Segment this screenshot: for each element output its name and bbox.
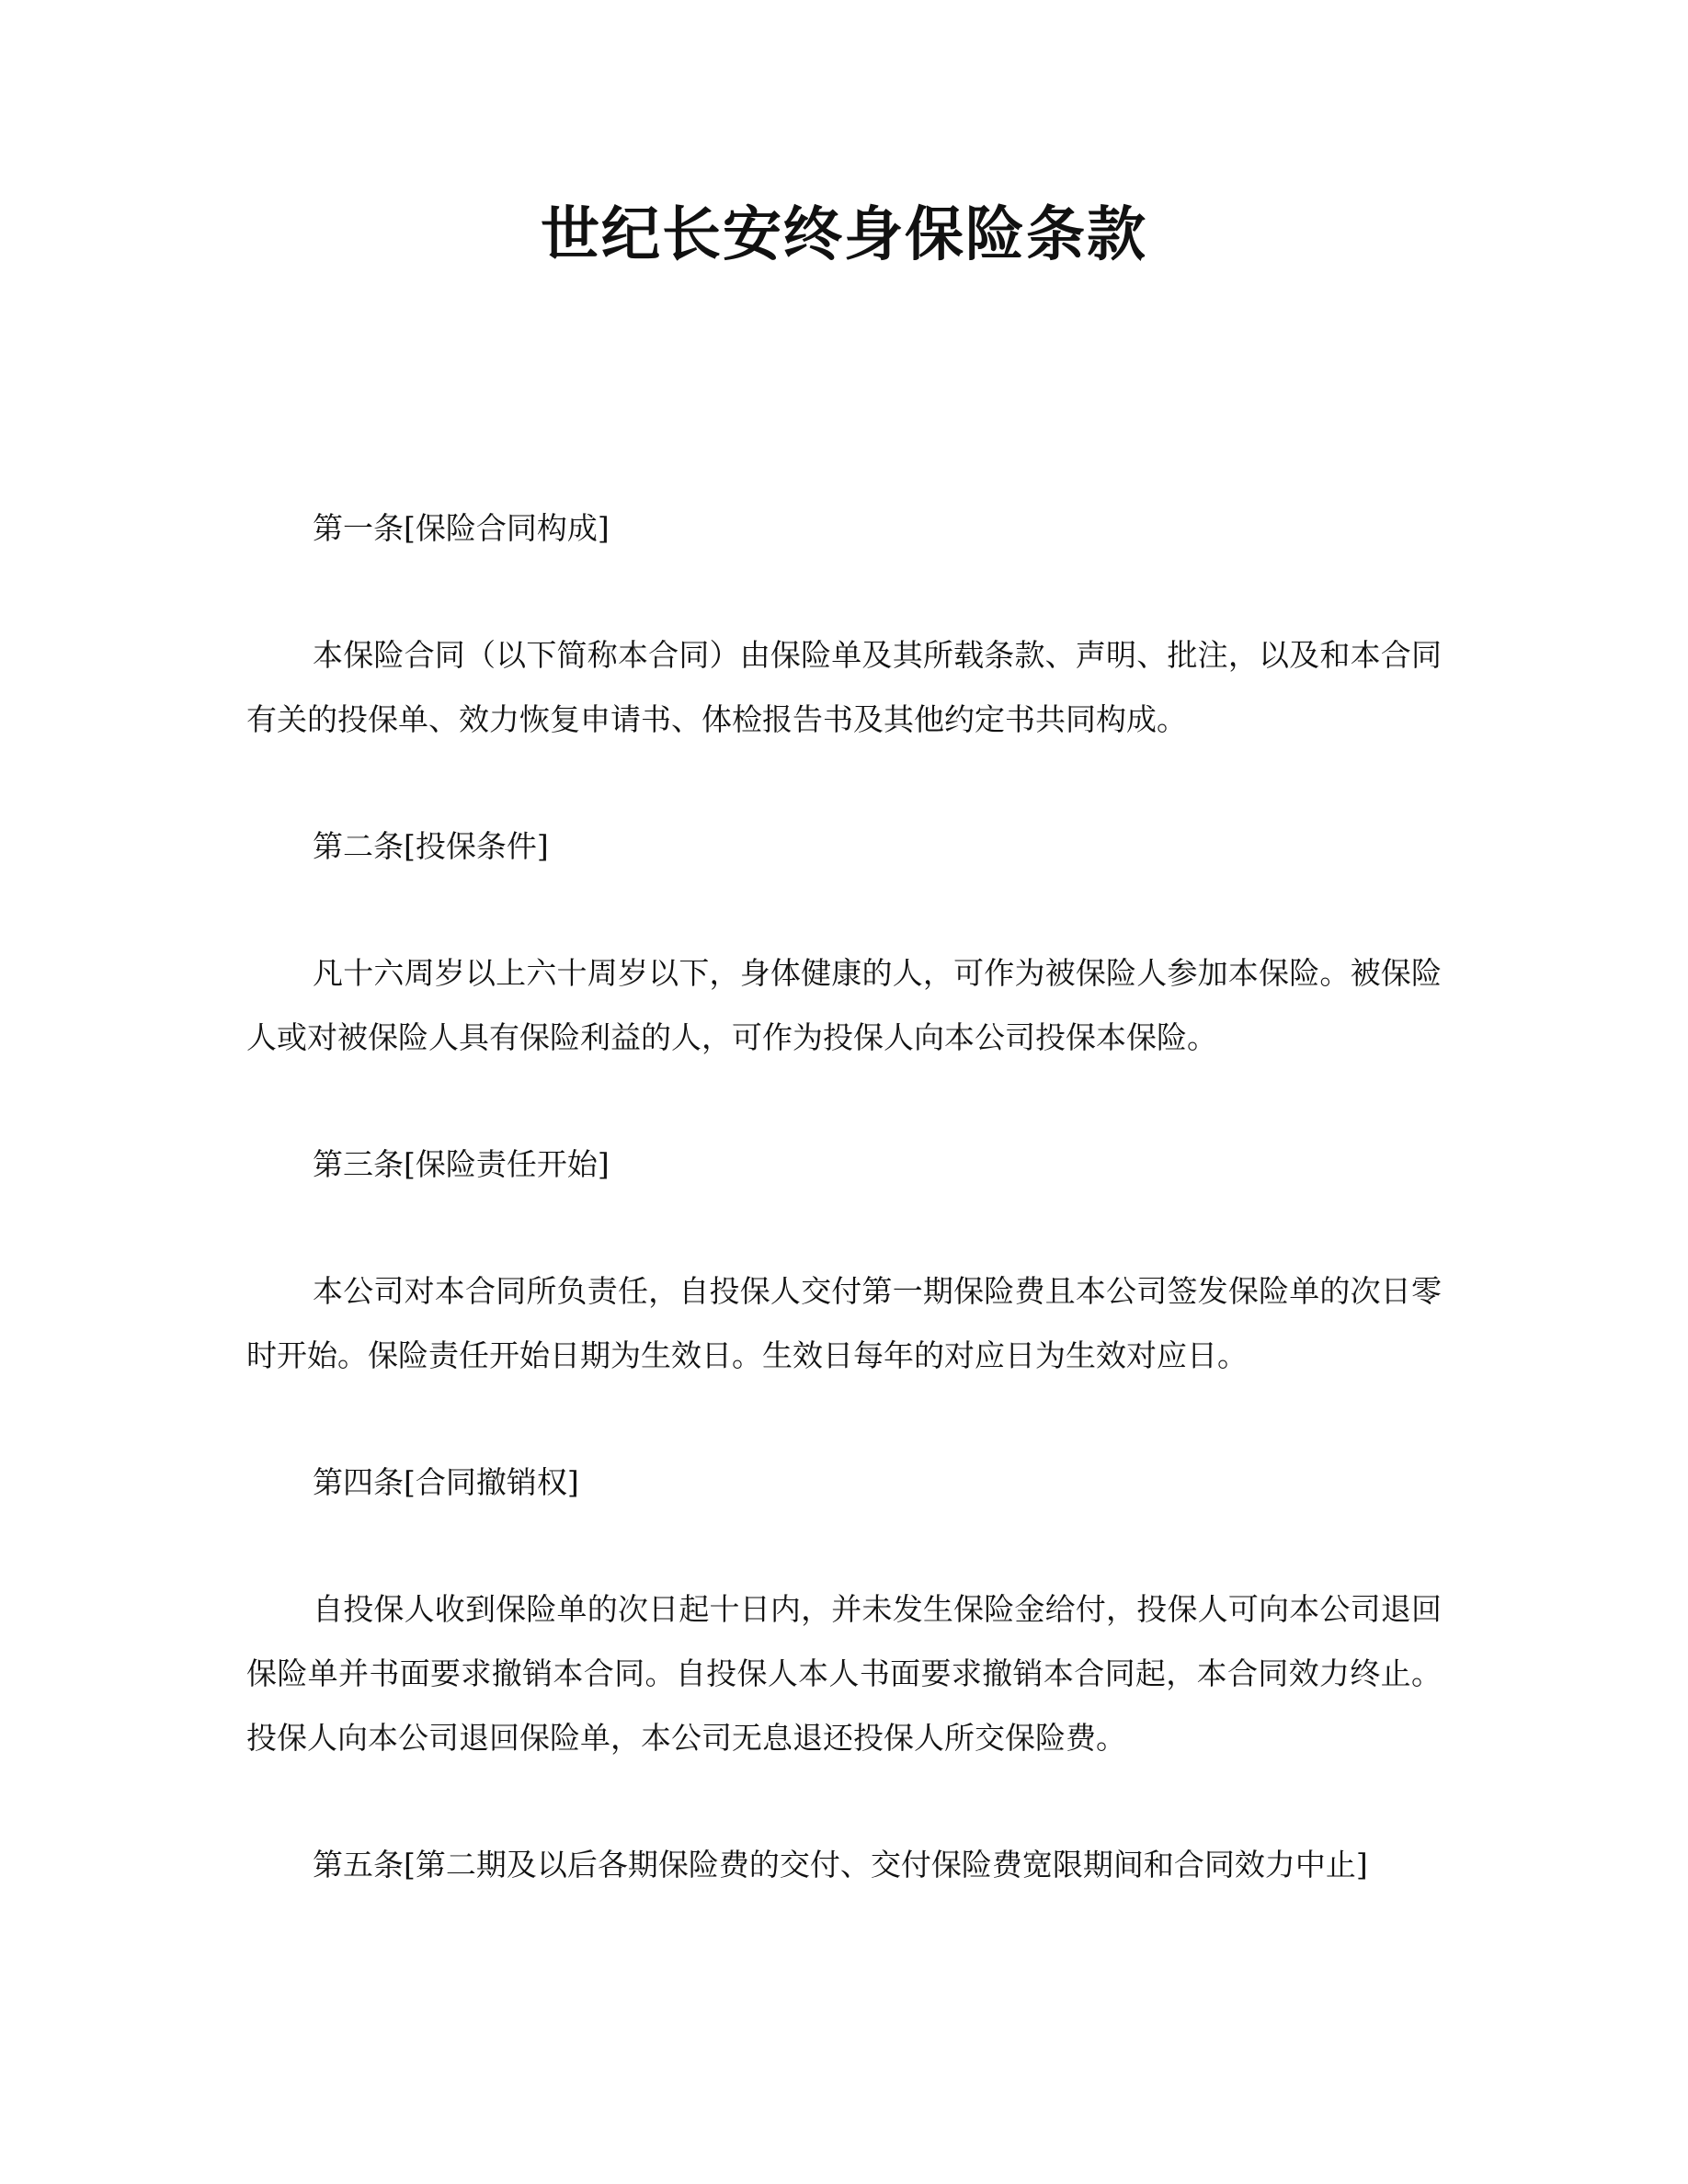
article-4-text: 自投保人收到保险单的次日起十日内，并未发生保险金给付，投保人可向本公司退回保险单并书面要求撤销本合同。自投保人本人书面要求撤销本合同起，本合同效力终止。投保人向本公司退回保险单，本公司无息退还投保人所交保险费。 — [246, 1591, 1442, 1756]
article-2-text: 凡十六周岁以上六十周岁以下，身体健康的人，可作为被保险人参加本保险。被保险人或对被保险人具有保险利益的人，可作为投保人向本公司投保本保险。 — [246, 955, 1442, 1055]
article-1-text: 本保险合同（以下简称本合同）由保险单及其所载条款、声明、批注，以及和本合同有关的投保单、效力恢复申请书、体检报告书及其他约定书共同构成。 — [246, 637, 1442, 737]
article-5-heading: 第五条[第二期及以后各期保险费的交付、交付保险费宽限期间和合同效力中止] — [313, 1847, 1368, 1883]
article-3-heading: 第三条[保险责任开始] — [313, 1146, 610, 1182]
article-1-heading: 第一条[保险合同构成] — [313, 510, 610, 546]
document-title: 世纪长安终身保险条款 — [541, 201, 1147, 269]
article-4-heading: 第四条[合同撤销权] — [313, 1464, 579, 1500]
document-body — [246, 496, 1442, 1960]
article-2-heading: 第二条[投保条件] — [313, 828, 549, 864]
article-3-text: 本公司对本合同所负责任，自投保人交付第一期保险费且本公司签发保险单的次日零时开始。保险责任开始日期为生效日。生效日每年的对应日为生效对应日。 — [246, 1273, 1442, 1373]
